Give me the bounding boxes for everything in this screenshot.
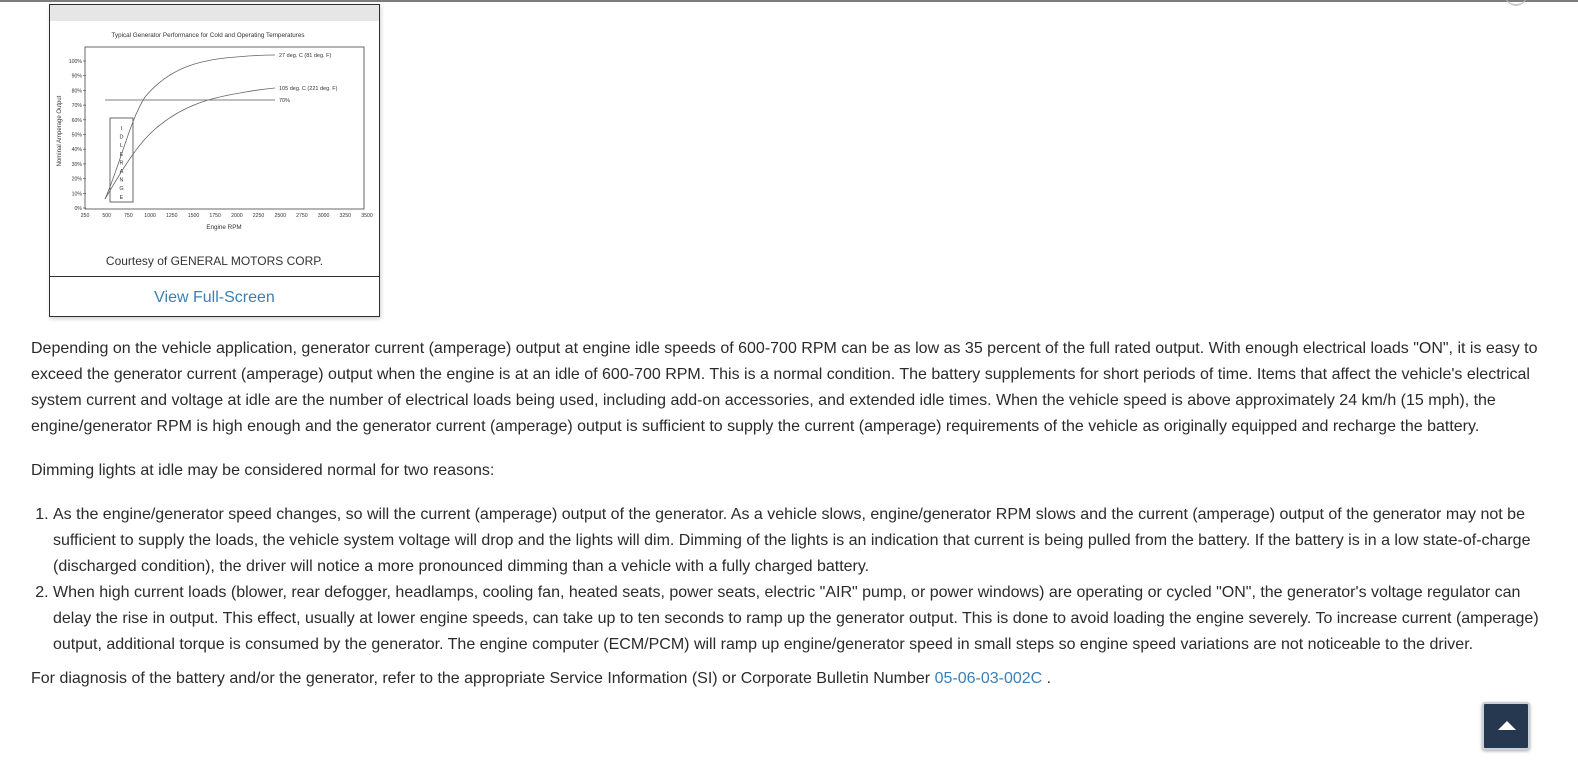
idle-range-letter: R <box>119 160 124 167</box>
x-tick-label: 250 <box>80 213 90 219</box>
paragraph-dimming-intro: Dimming lights at idle may be considered normal for two reasons: <box>31 462 495 479</box>
paragraph-diagnosis <box>31 666 1556 692</box>
article-body <box>31 336 1556 692</box>
chart-title: Typical Generator Performance for Cold and Operating Temperatures <box>111 32 305 39</box>
figure-card <box>49 4 380 317</box>
idle-range-letter: G <box>119 186 124 193</box>
y-axis-label: Nominal Amperage Output <box>57 95 63 167</box>
idle-range-letter: L <box>119 143 124 150</box>
dimming-reasons-list <box>31 502 1556 658</box>
idle-range-letters <box>119 126 123 201</box>
idle-range-letter: E <box>119 194 124 201</box>
top-border <box>0 0 1578 2</box>
arrow-up-icon <box>1498 721 1516 730</box>
x-axis-label: Engine RPM <box>206 224 242 231</box>
y-tick-label: 10% <box>71 191 82 198</box>
x-tick-label: 3500 <box>361 213 373 219</box>
x-tick-label: 2000 <box>231 213 243 219</box>
diagnosis-text: For diagnosis of the battery and/or the generator, refer to the appropriate Service Information (SI) or Corporate Bulletin Number <box>31 670 935 687</box>
x-tick-label: 2250 <box>252 213 265 219</box>
list-item: 2. When high current loads (blower, rear defogger, headlamps, cooling fan, heated seats, power seats, electric "AIR" pump, or power windows) are operating or cycled "ON", the generator's voltage regulator can delay the rise in output. This effect, usually at lower engine speeds, can take up to ten seconds to ramp up the generator output. This is done to avoid loading the engine severely. To increase current (amperage) output, additional torque is consumed by the generator. The engine computer (ECM/PCM) will ramp up engine/generator speed in small steps so engine speed variations are not noticeable to the driver. <box>53 580 1556 658</box>
curve-hot <box>105 88 275 199</box>
y-tick-label: 30% <box>71 161 82 168</box>
curve-label-cold: 27 deg. C (81 deg. F) <box>279 53 332 59</box>
y-tick-label: 80% <box>71 88 82 95</box>
view-fullscreen-link[interactable]: View Full-Screen <box>154 289 275 306</box>
x-tick-label: 1750 <box>209 213 221 219</box>
figure-divider <box>50 276 379 277</box>
idle-range-letter: I <box>120 126 123 132</box>
x-tick-label: 2500 <box>274 213 287 219</box>
x-tick-label: 500 <box>102 213 112 219</box>
list-item: 1. As the engine/generator speed changes, so will the current (amperage) output of the generator. As a vehicle slows, engine/generator RPM slows and the current (amperage) output of the generator may not be sufficient to supply the loads, the vehicle system voltage will drop and the lights will dim. Dimming of the lights is an indication that current is being pulled from the battery. If the battery is in a low state-of-charge (discharged condition), the driver will notice a more pronounced dimming than a vehicle with a fully charged battery. <box>53 502 1556 580</box>
x-tick-label: 2750 <box>296 213 308 219</box>
curve-label-threshold: 70% <box>279 98 291 104</box>
bulletin-link[interactable]: 05-06-03-002C <box>934 670 1043 687</box>
idle-range-letter: E <box>119 151 124 158</box>
diagnosis-suffix: . <box>1042 670 1052 687</box>
plot-frame <box>85 47 364 209</box>
curve-cold <box>105 55 275 199</box>
y-tick-label: 50% <box>71 132 82 139</box>
y-tick-label: 100% <box>68 59 82 65</box>
back-to-top-button[interactable] <box>1482 702 1530 750</box>
y-ticks <box>69 59 86 212</box>
curve-label-hot: 105 deg. C (221 deg. F) <box>279 86 338 92</box>
y-tick-label: 70% <box>71 103 82 110</box>
x-tick-label: 750 <box>124 213 133 219</box>
corner-decoration <box>1505 0 1527 6</box>
idle-range-letter: N <box>119 177 124 184</box>
figure-caption: Courtesy of GENERAL MOTORS CORP. <box>105 254 324 268</box>
idle-range-letter: D <box>119 134 124 141</box>
y-tick-label: 60% <box>71 117 82 124</box>
y-tick-label: 40% <box>71 147 82 154</box>
x-tick-label: 1500 <box>187 213 200 219</box>
x-tick-label: 3000 <box>317 213 330 219</box>
x-tick-label: 1250 <box>165 213 178 219</box>
y-tick-label: 0% <box>74 206 82 212</box>
x-ticks <box>81 213 373 219</box>
paragraph-idle-output: Depending on the vehicle application, generator current (amperage) output at engine idle speeds of 600-700 RPM can be as low as 35 percent of the full rated output. With enough electrical loads "ON", it is easy to exceed the generator current (amperage) output when the engine is at an idle of 600-700 RPM. This is a normal condition. The battery supplements for short periods of time. Items that affect the vehicle's electrical system current and voltage at idle are the number of electrical loads being used, including add-on accessories, and extended idle times. When the vehicle speed is above approximately 24 km/h (15 mph), the engine/generator RPM is high enough and the generator current (amperage) output is sufficient to supply the current (amperage) requirements of the vehicle as originally equipped and recharge the battery. <box>31 340 1538 435</box>
generator-performance-chart <box>50 5 381 255</box>
x-tick-label: 3250 <box>339 213 352 219</box>
idle-range-letter: A <box>119 169 124 175</box>
y-tick-label: 20% <box>71 176 82 183</box>
x-tick-label: 1000 <box>144 213 156 219</box>
y-tick-label: 90% <box>71 73 82 80</box>
